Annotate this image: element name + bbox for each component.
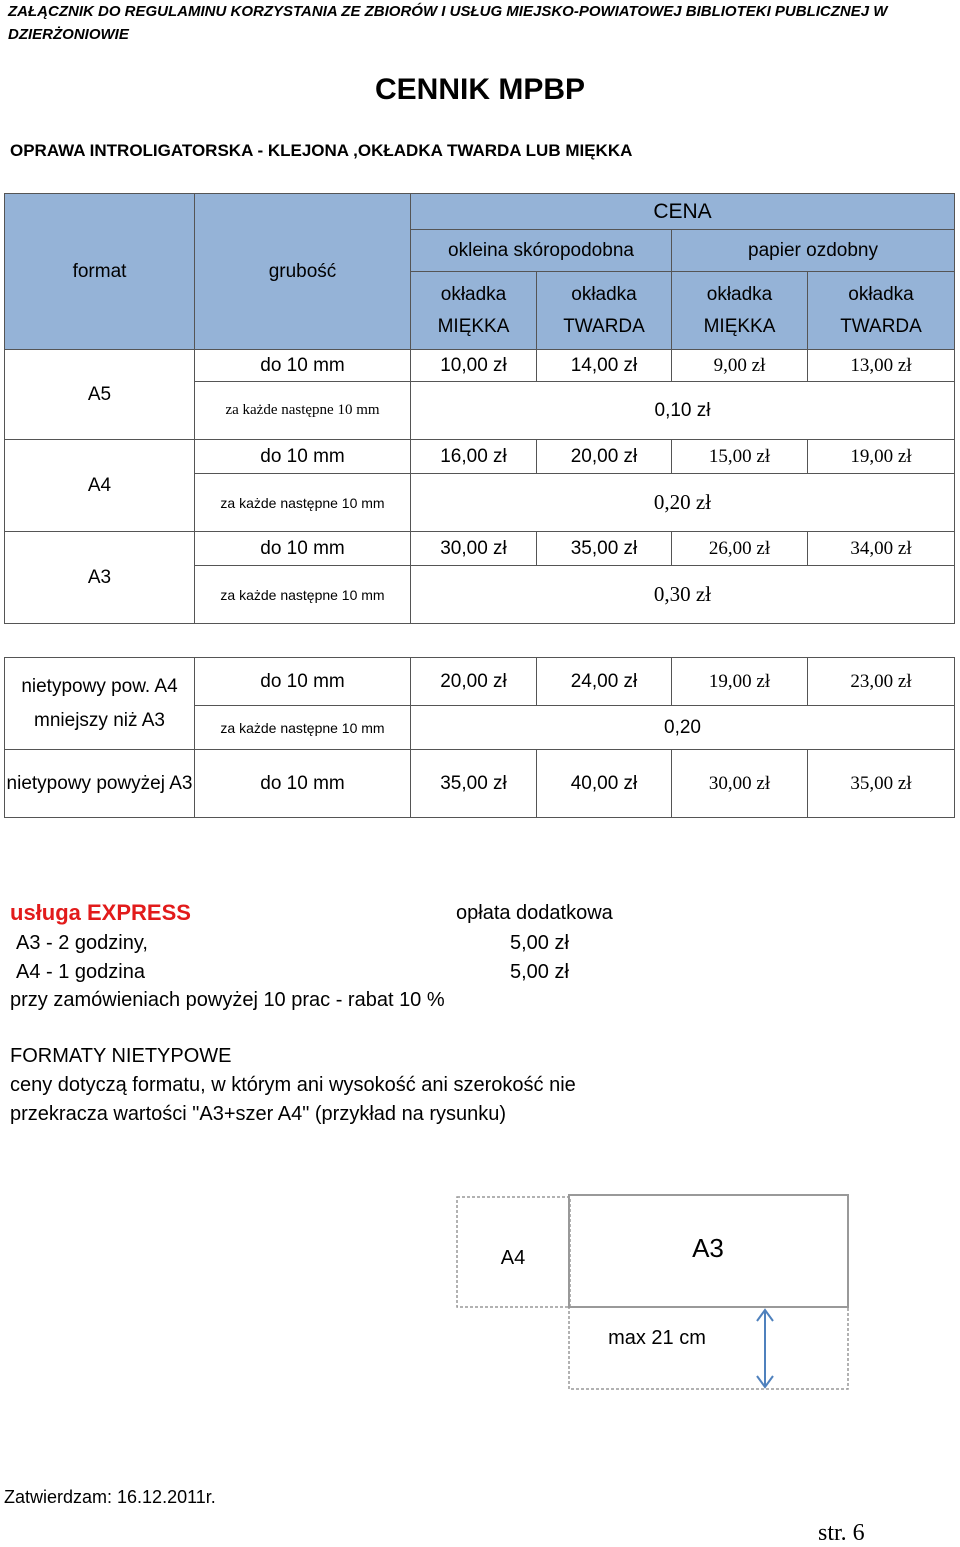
thickness-label: do 10 mm — [195, 532, 411, 566]
extra-price: 0,20 — [411, 706, 955, 750]
double-arrow-icon — [757, 1310, 773, 1387]
diagram-a3-label: A3 — [692, 1233, 724, 1263]
price-cell: 19,00 zł — [672, 658, 808, 706]
format-cell: nietypowy powyżej A3 — [5, 750, 195, 818]
page-number: str. 6 — [818, 1520, 865, 1546]
price-cell: 9,00 zł — [672, 350, 808, 382]
format-cell: nietypowy pow. A4 mniejszy niż A3 — [5, 658, 195, 750]
page-title: CENNIK MPBP — [374, 73, 585, 106]
section-subtitle: OPRAWA INTROLIGATORSKA - KLEJONA ,OKŁADKA TWARDA LUB MIĘKKA — [10, 141, 633, 160]
format-cell: A4 — [5, 440, 195, 532]
price-cell: 19,00 zł — [808, 440, 955, 474]
approval-footer: Zatwierdzam: 16.12.2011r. — [4, 1487, 216, 1507]
diagram-max-label: max 21 cm — [608, 1327, 706, 1349]
extra-label: za każde następne 10 mm — [195, 382, 411, 440]
extra-label: za każde następne 10 mm — [195, 566, 411, 624]
price-cell: 23,00 zł — [808, 658, 955, 706]
price-table-nonstandard — [4, 657, 955, 818]
price-cell: 34,00 zł — [808, 532, 955, 566]
format-cell: A3 — [5, 532, 195, 624]
formats-title: FORMATY NIETYPOWE — [10, 1045, 232, 1067]
price-cell: 20,00 zł — [411, 658, 537, 706]
extra-price: 0,30 zł — [411, 566, 955, 624]
price-table-standard — [4, 193, 955, 624]
price-cell: 10,00 zł — [411, 350, 537, 382]
header-papier: papier ozdobny — [672, 230, 955, 272]
price-cell: 14,00 zł — [537, 350, 672, 382]
header-okleina: okleina skóropodobna — [411, 230, 672, 272]
price-cell: 40,00 zł — [537, 750, 672, 818]
price-cell: 30,00 zł — [672, 750, 808, 818]
price-cell: 30,00 zł — [411, 532, 537, 566]
price-cell: 35,00 zł — [411, 750, 537, 818]
header-papier-twarda: okładka TWARDA — [808, 272, 955, 350]
format-cell: A5 — [5, 350, 195, 440]
header-format: format — [5, 194, 195, 350]
table-row — [5, 532, 955, 566]
header-grubosc: grubość — [195, 194, 411, 350]
format-diagram — [456, 1194, 850, 1390]
thickness-label: do 10 mm — [195, 350, 411, 382]
price-cell: 20,00 zł — [537, 440, 672, 474]
table-row — [5, 350, 955, 382]
table-row — [5, 658, 955, 706]
express-a4-price: 5,00 zł — [510, 961, 569, 983]
formats-line-2: przekracza wartości "A3+szer A4" (przykład na rysunku) — [10, 1103, 507, 1125]
extra-price: 0,10 zł — [411, 382, 955, 440]
price-cell: 15,00 zł — [672, 440, 808, 474]
thickness-label: do 10 mm — [195, 658, 411, 706]
price-cell: 35,00 zł — [537, 532, 672, 566]
header-cena: CENA — [411, 194, 955, 230]
discount-note: przy zamówieniach powyżej 10 prac - rabat 10 % — [10, 989, 445, 1011]
price-cell: 24,00 zł — [537, 658, 672, 706]
express-a4-label: A4 - 1 godzina — [16, 961, 145, 983]
header-papier-miekka: okładka MIĘKKA — [672, 272, 808, 350]
extra-label: za każde następne 10 mm — [195, 474, 411, 532]
express-a3-price: 5,00 zł — [510, 932, 569, 954]
header-okleina-miekka: okładka MIĘKKA — [411, 272, 537, 350]
price-cell: 26,00 zł — [672, 532, 808, 566]
thickness-label: do 10 mm — [195, 750, 411, 818]
thickness-label: do 10 mm — [195, 440, 411, 474]
diagram-a4-label: A4 — [500, 1247, 526, 1269]
express-a3-label: A3 - 2 godziny, — [16, 932, 148, 954]
express-title: usługa EXPRESS — [10, 900, 191, 925]
header-line-2: DZIERŻONIOWIE — [8, 26, 129, 43]
header-okleina-twarda: okładka TWARDA — [537, 272, 672, 350]
price-cell: 16,00 zł — [411, 440, 537, 474]
table-row — [5, 440, 955, 474]
price-cell: 35,00 zł — [808, 750, 955, 818]
extra-price: 0,20 zł — [411, 474, 955, 532]
price-cell: 13,00 zł — [808, 350, 955, 382]
extra-label: za każde następne 10 mm — [195, 706, 411, 750]
formats-line-1: ceny dotyczą formatu, w którym ani wysokość ani szerokość nie — [10, 1074, 576, 1096]
header-line-1: ZAŁĄCZNIK DO REGULAMINU KORZYSTANIA ZE ZBIORÓW I USŁUG MIEJSKO-POWIATOWEJ BIBLIOTEKI PUBLICZNEJ W — [8, 3, 888, 20]
express-column-label: opłata dodatkowa — [456, 902, 613, 924]
table-row — [5, 750, 955, 818]
